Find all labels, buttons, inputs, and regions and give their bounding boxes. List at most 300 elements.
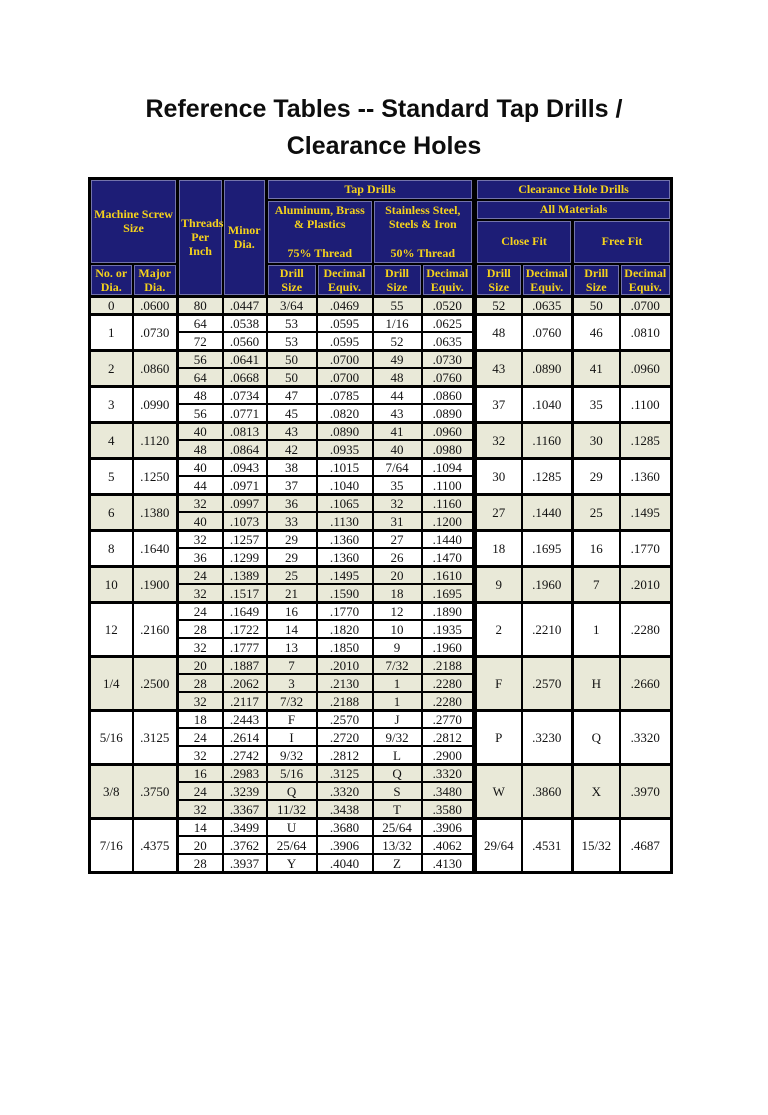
tap75-equiv-cell: .2720 <box>317 728 373 746</box>
header-free-decimal-equiv: Decimal Equiv. <box>620 264 672 297</box>
free-drill-cell: 30 <box>573 422 620 458</box>
screw-size-cell: 7/16 <box>90 818 133 872</box>
header-free-fit: Free Fit <box>573 220 672 264</box>
tap75-drill-cell: 5/16 <box>267 764 317 782</box>
tap75-drill-cell: 53 <box>267 332 317 350</box>
tap50-drill-cell: J <box>373 710 422 728</box>
major-dia-cell: .0600 <box>133 296 178 314</box>
tap50-equiv-cell: .2770 <box>422 710 475 728</box>
table-row <box>90 818 672 836</box>
tap50-equiv-cell: .2812 <box>422 728 475 746</box>
tap75-drill-cell: 9/32 <box>267 746 317 764</box>
major-dia-cell: .0990 <box>133 386 178 422</box>
tap50-equiv-cell: .1094 <box>422 458 475 476</box>
minor-dia-cell: .1722 <box>223 620 267 638</box>
tap75-equiv-cell: .2010 <box>317 656 373 674</box>
free-drill-cell: X <box>573 764 620 818</box>
header-minor-dia: Minor Dia. <box>223 179 267 297</box>
free-drill-cell: 1 <box>573 602 620 656</box>
tpi-cell: 32 <box>178 530 223 548</box>
tap50-equiv-cell: .0635 <box>422 332 475 350</box>
tap50-drill-cell: 10 <box>373 620 422 638</box>
tap75-equiv-cell: .0700 <box>317 368 373 386</box>
tap50-drill-cell: S <box>373 782 422 800</box>
screw-size-cell: 1/4 <box>90 656 133 710</box>
tap50-equiv-cell: .1440 <box>422 530 475 548</box>
minor-dia-cell: .0997 <box>223 494 267 512</box>
tap75-drill-cell: 7 <box>267 656 317 674</box>
table-row <box>90 314 672 332</box>
tap75-equiv-cell: .3680 <box>317 818 373 836</box>
screw-size-cell: 8 <box>90 530 133 566</box>
table-row <box>90 458 672 476</box>
tap75-equiv-cell: .4040 <box>317 854 373 872</box>
tap50-drill-cell: T <box>373 800 422 818</box>
major-dia-cell: .1250 <box>133 458 178 494</box>
tap-drill-reference-table <box>88 177 673 874</box>
tap75-equiv-cell: .0469 <box>317 296 373 314</box>
tpi-cell: 16 <box>178 764 223 782</box>
tpi-cell: 40 <box>178 458 223 476</box>
tap50-equiv-cell: .1200 <box>422 512 475 530</box>
tap50-drill-cell: 32 <box>373 494 422 512</box>
tpi-cell: 32 <box>178 584 223 602</box>
tap75-drill-cell: 50 <box>267 350 317 368</box>
minor-dia-cell: .0771 <box>223 404 267 422</box>
minor-dia-cell: .1073 <box>223 512 267 530</box>
tap50-equiv-cell: .1470 <box>422 548 475 566</box>
tap75-drill-cell: 14 <box>267 620 317 638</box>
tap75-equiv-cell: .0935 <box>317 440 373 458</box>
tap50-equiv-cell: .2280 <box>422 674 475 692</box>
tap75-equiv-cell: .1495 <box>317 566 373 584</box>
tpi-cell: 32 <box>178 800 223 818</box>
table-body <box>90 296 672 872</box>
tpi-cell: 32 <box>178 494 223 512</box>
tap75-equiv-cell: .1770 <box>317 602 373 620</box>
close-drill-cell: F <box>475 656 522 710</box>
minor-dia-cell: .2742 <box>223 746 267 764</box>
tpi-cell: 80 <box>178 296 223 314</box>
minor-dia-cell: .0668 <box>223 368 267 386</box>
tap75-equiv-cell: .2130 <box>317 674 373 692</box>
tap75-drill-cell: Q <box>267 782 317 800</box>
tap75-equiv-cell: .1040 <box>317 476 373 494</box>
tap50-drill-cell: 1 <box>373 674 422 692</box>
tap50-drill-cell: 9/32 <box>373 728 422 746</box>
tap50-equiv-cell: .3320 <box>422 764 475 782</box>
table-row <box>90 566 672 584</box>
tap50-drill-cell: 9 <box>373 638 422 656</box>
free-equiv-cell: .1100 <box>620 386 672 422</box>
tap50-equiv-cell: .1100 <box>422 476 475 494</box>
tap50-drill-cell: 26 <box>373 548 422 566</box>
tap75-drill-cell: 37 <box>267 476 317 494</box>
tap75-equiv-cell: .1360 <box>317 530 373 548</box>
table-row <box>90 350 672 368</box>
tpi-cell: 36 <box>178 548 223 566</box>
tap75-equiv-cell: .1820 <box>317 620 373 638</box>
major-dia-cell: .3125 <box>133 710 178 764</box>
tap75-equiv-cell: .1015 <box>317 458 373 476</box>
tap50-equiv-cell: .0980 <box>422 440 475 458</box>
tpi-cell: 64 <box>178 314 223 332</box>
free-drill-cell: 50 <box>573 296 620 314</box>
table-row <box>90 386 672 404</box>
tpi-cell: 24 <box>178 728 223 746</box>
tap75-drill-cell: 25 <box>267 566 317 584</box>
tap75-drill-cell: 11/32 <box>267 800 317 818</box>
header-tap50-decimal-equiv: Decimal Equiv. <box>422 264 475 297</box>
tpi-cell: 56 <box>178 404 223 422</box>
screw-size-cell: 5 <box>90 458 133 494</box>
free-drill-cell: Q <box>573 710 620 764</box>
tap75-drill-cell: 36 <box>267 494 317 512</box>
tap50-drill-cell: 35 <box>373 476 422 494</box>
close-drill-cell: 18 <box>475 530 522 566</box>
free-drill-cell: 25 <box>573 494 620 530</box>
tap50-drill-cell: 13/32 <box>373 836 422 854</box>
minor-dia-cell: .0864 <box>223 440 267 458</box>
table-row <box>90 764 672 782</box>
tap75-equiv-cell: .0820 <box>317 404 373 422</box>
close-equiv-cell: .3860 <box>522 764 573 818</box>
close-equiv-cell: .0890 <box>522 350 573 386</box>
header-aluminum-brass-plastics <box>267 200 373 264</box>
minor-dia-cell: .2062 <box>223 674 267 692</box>
table-row <box>90 422 672 440</box>
page-title-line1: Reference Tables -- Standard Tap Drills / <box>145 95 623 123</box>
screw-size-cell: 0 <box>90 296 133 314</box>
tpi-cell: 14 <box>178 818 223 836</box>
tap75-drill-cell: 38 <box>267 458 317 476</box>
header-close-fit: Close Fit <box>475 220 573 264</box>
close-equiv-cell: .1960 <box>522 566 573 602</box>
table-row <box>90 530 672 548</box>
major-dia-cell: .0860 <box>133 350 178 386</box>
tap75-equiv-cell: .3438 <box>317 800 373 818</box>
tap75-drill-cell: 43 <box>267 422 317 440</box>
tap50-drill-cell: 27 <box>373 530 422 548</box>
tap75-drill-cell: 45 <box>267 404 317 422</box>
tap75-drill-cell: U <box>267 818 317 836</box>
minor-dia-cell: .1389 <box>223 566 267 584</box>
free-equiv-cell: .2280 <box>620 602 672 656</box>
tpi-cell: 28 <box>178 674 223 692</box>
major-dia-cell: .3750 <box>133 764 178 818</box>
header-clearance-hole-drills: Clearance Hole Drills <box>475 179 672 200</box>
free-equiv-cell: .1770 <box>620 530 672 566</box>
tpi-cell: 20 <box>178 836 223 854</box>
close-equiv-cell: .0760 <box>522 314 573 350</box>
free-drill-cell: 15/32 <box>573 818 620 872</box>
major-dia-cell: .2160 <box>133 602 178 656</box>
minor-dia-cell: .3937 <box>223 854 267 872</box>
header-close-drill-size: Drill Size <box>475 264 522 297</box>
tap75-equiv-cell: .1850 <box>317 638 373 656</box>
tap50-equiv-cell: .1695 <box>422 584 475 602</box>
tap75-equiv-cell: .0890 <box>317 422 373 440</box>
major-dia-cell: .4375 <box>133 818 178 872</box>
minor-dia-cell: .1887 <box>223 656 267 674</box>
tap50-drill-cell: 40 <box>373 440 422 458</box>
tpi-cell: 72 <box>178 332 223 350</box>
tap50-equiv-cell: .0730 <box>422 350 475 368</box>
close-equiv-cell: .2570 <box>522 656 573 710</box>
tap50-equiv-cell: .1160 <box>422 494 475 512</box>
major-dia-cell: .1640 <box>133 530 178 566</box>
tap50-equiv-cell: .1960 <box>422 638 475 656</box>
tap50-equiv-cell: .3480 <box>422 782 475 800</box>
close-drill-cell: 29/64 <box>475 818 522 872</box>
close-equiv-cell: .1040 <box>522 386 573 422</box>
tap50-drill-cell: L <box>373 746 422 764</box>
tap50-drill-cell: 1 <box>373 692 422 710</box>
tap75-equiv-cell: .3125 <box>317 764 373 782</box>
close-drill-cell: 30 <box>475 458 522 494</box>
tap75-drill-cell: F <box>267 710 317 728</box>
tpi-cell: 28 <box>178 620 223 638</box>
tap75-drill-cell: I <box>267 728 317 746</box>
tap75-equiv-cell: .2812 <box>317 746 373 764</box>
close-drill-cell: 43 <box>475 350 522 386</box>
tap50-drill-cell: Z <box>373 854 422 872</box>
screw-size-cell: 2 <box>90 350 133 386</box>
minor-dia-cell: .1517 <box>223 584 267 602</box>
tpi-cell: 24 <box>178 566 223 584</box>
tap50-drill-cell: 49 <box>373 350 422 368</box>
free-drill-cell: 41 <box>573 350 620 386</box>
tap75-equiv-cell: .1065 <box>317 494 373 512</box>
tap75-drill-cell: 21 <box>267 584 317 602</box>
tap50-drill-cell: 1/16 <box>373 314 422 332</box>
close-equiv-cell: .1285 <box>522 458 573 494</box>
tap75-equiv-cell: .0595 <box>317 332 373 350</box>
tap50-drill-cell: 25/64 <box>373 818 422 836</box>
screw-size-cell: 4 <box>90 422 133 458</box>
screw-size-cell: 10 <box>90 566 133 602</box>
tap75-drill-cell: 16 <box>267 602 317 620</box>
tap50-drill-cell: 55 <box>373 296 422 314</box>
minor-dia-cell: .3762 <box>223 836 267 854</box>
tap75-equiv-cell: .3320 <box>317 782 373 800</box>
close-drill-cell: 52 <box>475 296 522 314</box>
tap75-drill-cell: Y <box>267 854 317 872</box>
tap50-equiv-cell: .2900 <box>422 746 475 764</box>
tap75-drill-cell: 3/64 <box>267 296 317 314</box>
tap75-drill-cell: 7/32 <box>267 692 317 710</box>
header-machine-screw-size: Machine Screw Size <box>90 179 178 264</box>
free-equiv-cell: .1360 <box>620 458 672 494</box>
header-major-dia: Major Dia. <box>133 264 178 297</box>
table-header <box>90 179 672 297</box>
major-dia-cell: .2500 <box>133 656 178 710</box>
free-equiv-cell: .1495 <box>620 494 672 530</box>
tap50-equiv-cell: .2188 <box>422 656 475 674</box>
close-drill-cell: 27 <box>475 494 522 530</box>
free-drill-cell: 7 <box>573 566 620 602</box>
header-aluminum-label: Aluminum, Brass & Plastics <box>274 202 365 231</box>
tpi-cell: 24 <box>178 602 223 620</box>
close-equiv-cell: .2210 <box>522 602 573 656</box>
tpi-cell: 48 <box>178 386 223 404</box>
free-drill-cell: 29 <box>573 458 620 494</box>
tap75-drill-cell: 50 <box>267 368 317 386</box>
table-row <box>90 602 672 620</box>
tap50-equiv-cell: .0760 <box>422 368 475 386</box>
tap75-equiv-cell: .3906 <box>317 836 373 854</box>
header-stainless-label: Stainless Steel, Steels & Iron <box>385 202 461 231</box>
tap75-equiv-cell: .1590 <box>317 584 373 602</box>
header-threads-per-inch: Threads Per Inch <box>178 179 223 297</box>
close-drill-cell: 48 <box>475 314 522 350</box>
tpi-cell: 44 <box>178 476 223 494</box>
minor-dia-cell: .0813 <box>223 422 267 440</box>
free-drill-cell: H <box>573 656 620 710</box>
major-dia-cell: .1380 <box>133 494 178 530</box>
tap75-equiv-cell: .1360 <box>317 548 373 566</box>
minor-dia-cell: .0560 <box>223 332 267 350</box>
tap50-drill-cell: 48 <box>373 368 422 386</box>
tap50-equiv-cell: .1935 <box>422 620 475 638</box>
minor-dia-cell: .3499 <box>223 818 267 836</box>
tap75-drill-cell: 53 <box>267 314 317 332</box>
screw-size-cell: 3/8 <box>90 764 133 818</box>
close-drill-cell: P <box>475 710 522 764</box>
header-tap-drills: Tap Drills <box>267 179 475 200</box>
page-title <box>40 91 728 165</box>
minor-dia-cell: .2117 <box>223 692 267 710</box>
close-equiv-cell: .1160 <box>522 422 573 458</box>
minor-dia-cell: .0447 <box>223 296 267 314</box>
screw-size-cell: 5/16 <box>90 710 133 764</box>
page-title-line2: Clearance Holes <box>286 132 482 160</box>
tap50-equiv-cell: .4062 <box>422 836 475 854</box>
header-tap75-drill-size: Drill Size <box>267 264 317 297</box>
tap50-equiv-cell: .1890 <box>422 602 475 620</box>
header-tap50-drill-size: Drill Size <box>373 264 422 297</box>
tpi-cell: 32 <box>178 692 223 710</box>
free-equiv-cell: .2660 <box>620 656 672 710</box>
minor-dia-cell: .1649 <box>223 602 267 620</box>
tap50-drill-cell: 18 <box>373 584 422 602</box>
tap75-drill-cell: 29 <box>267 530 317 548</box>
minor-dia-cell: .0734 <box>223 386 267 404</box>
free-equiv-cell: .1285 <box>620 422 672 458</box>
minor-dia-cell: .1777 <box>223 638 267 656</box>
free-equiv-cell: .4687 <box>620 818 672 872</box>
tap75-drill-cell: 47 <box>267 386 317 404</box>
tap50-drill-cell: 7/64 <box>373 458 422 476</box>
tap50-drill-cell: 7/32 <box>373 656 422 674</box>
major-dia-cell: .1120 <box>133 422 178 458</box>
close-drill-cell: 9 <box>475 566 522 602</box>
tap50-drill-cell: 20 <box>373 566 422 584</box>
minor-dia-cell: .0943 <box>223 458 267 476</box>
tap50-drill-cell: 44 <box>373 386 422 404</box>
tap75-equiv-cell: .0700 <box>317 350 373 368</box>
document-page <box>0 91 768 1115</box>
tpi-cell: 56 <box>178 350 223 368</box>
tpi-cell: 64 <box>178 368 223 386</box>
table-row <box>90 296 672 314</box>
free-equiv-cell: .3320 <box>620 710 672 764</box>
tap50-drill-cell: 41 <box>373 422 422 440</box>
close-drill-cell: 2 <box>475 602 522 656</box>
screw-size-cell: 6 <box>90 494 133 530</box>
tap50-equiv-cell: .1610 <box>422 566 475 584</box>
tpi-cell: 18 <box>178 710 223 728</box>
free-equiv-cell: .2010 <box>620 566 672 602</box>
tap75-drill-cell: 42 <box>267 440 317 458</box>
table-row <box>90 656 672 674</box>
tap75-drill-cell: 25/64 <box>267 836 317 854</box>
tpi-cell: 32 <box>178 638 223 656</box>
tap50-drill-cell: Q <box>373 764 422 782</box>
minor-dia-cell: .2614 <box>223 728 267 746</box>
header-close-decimal-equiv: Decimal Equiv. <box>522 264 573 297</box>
close-drill-cell: 32 <box>475 422 522 458</box>
tap50-drill-cell: 43 <box>373 404 422 422</box>
header-free-drill-size: Drill Size <box>573 264 620 297</box>
tpi-cell: 40 <box>178 422 223 440</box>
minor-dia-cell: .0971 <box>223 476 267 494</box>
tpi-cell: 28 <box>178 854 223 872</box>
free-equiv-cell: .0960 <box>620 350 672 386</box>
minor-dia-cell: .1257 <box>223 530 267 548</box>
close-equiv-cell: .4531 <box>522 818 573 872</box>
tap50-drill-cell: 52 <box>373 332 422 350</box>
tap75-equiv-cell: .2570 <box>317 710 373 728</box>
close-drill-cell: W <box>475 764 522 818</box>
tap50-equiv-cell: .2280 <box>422 692 475 710</box>
minor-dia-cell: .0641 <box>223 350 267 368</box>
tpi-cell: 20 <box>178 656 223 674</box>
minor-dia-cell: .3367 <box>223 800 267 818</box>
free-drill-cell: 35 <box>573 386 620 422</box>
header-all-materials: All Materials <box>475 200 672 220</box>
tpi-cell: 32 <box>178 746 223 764</box>
tpi-cell: 40 <box>178 512 223 530</box>
tpi-cell: 24 <box>178 782 223 800</box>
close-equiv-cell: .3230 <box>522 710 573 764</box>
free-equiv-cell: .0700 <box>620 296 672 314</box>
header-tap75-decimal-equiv: Decimal Equiv. <box>317 264 373 297</box>
tap75-equiv-cell: .0595 <box>317 314 373 332</box>
tap50-equiv-cell: .0625 <box>422 314 475 332</box>
free-equiv-cell: .3970 <box>620 764 672 818</box>
screw-size-cell: 1 <box>90 314 133 350</box>
tap75-equiv-cell: .1130 <box>317 512 373 530</box>
tap50-equiv-cell: .0860 <box>422 386 475 404</box>
free-drill-cell: 16 <box>573 530 620 566</box>
tap50-equiv-cell: .4130 <box>422 854 475 872</box>
free-equiv-cell: .0810 <box>620 314 672 350</box>
close-equiv-cell: .1440 <box>522 494 573 530</box>
free-drill-cell: 46 <box>573 314 620 350</box>
tap50-equiv-cell: .3580 <box>422 800 475 818</box>
minor-dia-cell: .2983 <box>223 764 267 782</box>
tap75-drill-cell: 33 <box>267 512 317 530</box>
tap50-equiv-cell: .0960 <box>422 422 475 440</box>
major-dia-cell: .1900 <box>133 566 178 602</box>
close-equiv-cell: .0635 <box>522 296 573 314</box>
major-dia-cell: .0730 <box>133 314 178 350</box>
tap75-drill-cell: 29 <box>267 548 317 566</box>
table-row <box>90 494 672 512</box>
tap50-equiv-cell: .0520 <box>422 296 475 314</box>
tap75-drill-cell: 3 <box>267 674 317 692</box>
